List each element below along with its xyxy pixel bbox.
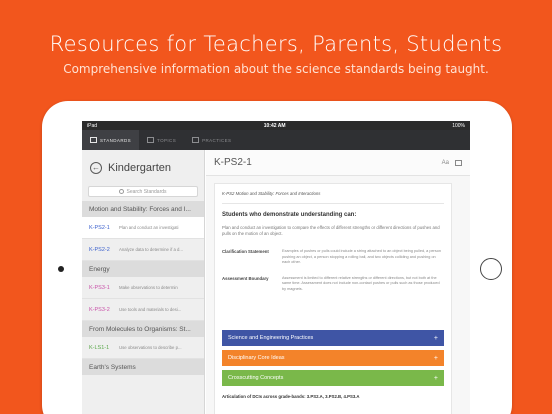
- accordion-label: Science and Engineering Practices: [228, 335, 314, 341]
- standard-desc: Use observations to describe p...: [119, 345, 182, 350]
- card-topic: K-PS2 Motion and Stability: Forces and Interactions: [222, 191, 321, 196]
- standard-desc: Plan and conduct an investigati: [119, 225, 179, 230]
- accordion-core-ideas[interactable]: [222, 350, 444, 366]
- back-arrow-icon[interactable]: ←: [92, 163, 100, 172]
- tab-standards[interactable]: [82, 130, 139, 150]
- ipad-device: [42, 101, 512, 414]
- grid-icon: [192, 137, 199, 143]
- font-size-icon[interactable]: Aa: [441, 159, 449, 166]
- book-icon: [147, 137, 154, 143]
- accordion-practices[interactable]: [222, 330, 444, 346]
- status-bar: [82, 121, 470, 130]
- device-label: iPad: [87, 122, 98, 129]
- sidebar-item-k-ps3-1[interactable]: [82, 277, 204, 299]
- standard-code: K-PS3-2: [89, 306, 110, 313]
- plus-icon: +: [433, 334, 438, 342]
- list-icon: [90, 137, 97, 143]
- boundary-row: [222, 276, 444, 293]
- accordion-label: Crosscutting Concepts: [228, 375, 284, 381]
- page-title: K-PS2-1: [214, 157, 252, 168]
- battery-label: 100%: [452, 122, 465, 129]
- status-time: 10:42 AM: [263, 122, 286, 129]
- search-placeholder: Search Standards: [126, 188, 167, 195]
- promo-headline: Resources for Teachers, Parents, Students: [49, 32, 503, 56]
- home-button[interactable]: [480, 258, 502, 280]
- section-header-earth: Earth's Systems: [82, 359, 204, 375]
- search-icon: [119, 189, 124, 194]
- main-header: [206, 150, 470, 176]
- main-panel: [206, 150, 470, 414]
- divider: [222, 203, 444, 204]
- sidebar-item-k-ls1-1[interactable]: [82, 337, 204, 359]
- standard-card: [214, 183, 452, 414]
- standard-desc: Analyze data to determine if a d...: [119, 247, 184, 252]
- tab-practices[interactable]: [184, 130, 239, 150]
- standard-code: K-PS2-1: [89, 224, 110, 231]
- standard-code: K-PS2-2: [89, 246, 110, 253]
- standard-desc: Make observations to determin: [119, 285, 178, 290]
- camera-dot: [58, 266, 64, 272]
- boundary-label: Assessment Boundary: [222, 275, 269, 281]
- standard-code: K-PS3-1: [89, 284, 110, 291]
- promo-subline: Comprehensive information about the science standards being taught.: [63, 62, 489, 76]
- clarification-row: [222, 249, 444, 266]
- section-header-motion: Motion and Stability: Forces and I...: [82, 201, 204, 217]
- tab-bar: [82, 130, 470, 150]
- boundary-text: Assessment is limited to different relative strengths or different directions, but not both at the same time. Assessment does not include non-contact pushes or pulls such as those produced by magnets.: [282, 275, 440, 291]
- plus-icon: +: [433, 354, 438, 362]
- plus-icon: +: [433, 374, 438, 382]
- standard-code: K-LS1-1: [89, 344, 110, 351]
- articulation-text: Articulation of DCIs across grade-bands: 3.PS2.A, 3.PS2.B, 4.PS3.A: [222, 394, 360, 399]
- performance-expectation: Plan and conduct an investigation to compare the effects of different strengths or different directions of pushes and pulls on the motion of an object.: [222, 225, 440, 236]
- sidebar: [82, 150, 205, 414]
- search-input[interactable]: [88, 186, 198, 197]
- card-heading: Students who demonstrate understanding can:: [222, 212, 357, 218]
- header-tools: [442, 160, 462, 166]
- section-header-energy: Energy: [82, 261, 204, 277]
- standard-desc: Use tools and materials to desi...: [119, 307, 182, 312]
- sidebar-item-k-ps2-1[interactable]: [82, 217, 204, 239]
- sidebar-header: [82, 150, 204, 186]
- accordion-crosscutting[interactable]: [222, 370, 444, 386]
- clarification-label: Clarification Statement: [222, 249, 269, 254]
- app-screen: [82, 121, 470, 414]
- clarification-text: Examples of pushes or pulls could include a string attached to an object being pulled, a person pushing an object, a person stopping a rolling ball, and two objects colliding and pushing on each other.: [282, 249, 441, 264]
- tab-label: TOPICS: [157, 137, 177, 143]
- tab-label: PRACTICES: [202, 137, 232, 143]
- section-header-molecules: From Molecules to Organisms: St...: [82, 321, 204, 337]
- sidebar-item-k-ps2-2[interactable]: [82, 239, 204, 261]
- sidebar-title: Kindergarten: [108, 162, 171, 174]
- document-icon[interactable]: [455, 160, 462, 166]
- tab-topics[interactable]: [139, 130, 184, 150]
- sidebar-item-k-ps3-2[interactable]: [82, 299, 204, 321]
- tab-label: STANDARDS: [100, 137, 132, 143]
- accordion-label: Disciplinary Core Ideas: [228, 355, 285, 361]
